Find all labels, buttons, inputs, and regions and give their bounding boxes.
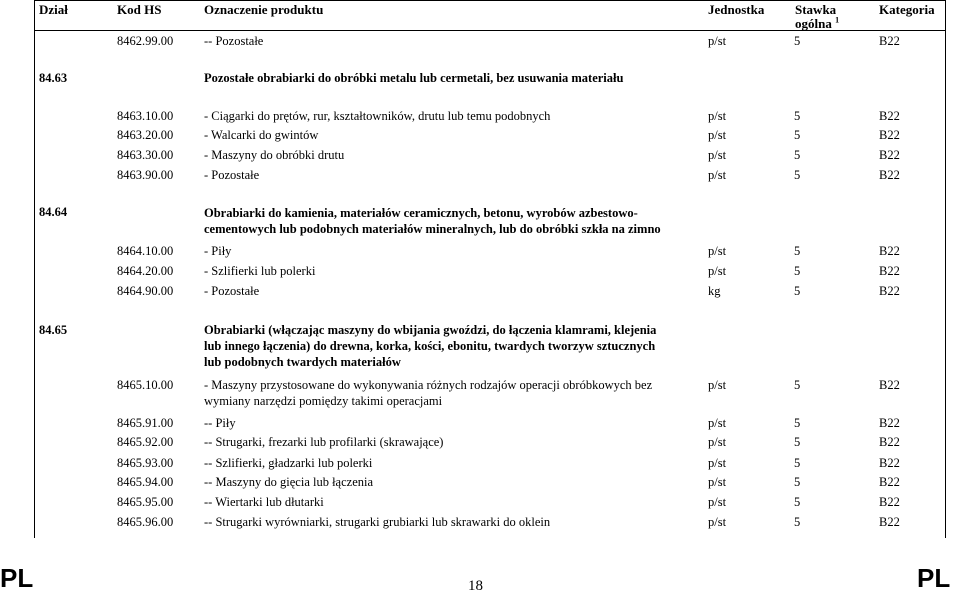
row-kod: 8463.10.00 (117, 109, 174, 123)
header-kategoria: Kategoria (879, 2, 935, 17)
row-opis: -- Maszyny do gięcia lub łączenia (204, 475, 374, 489)
header-kod-hs: Kod HS (117, 2, 162, 17)
section-dzial: 84.64 (39, 205, 68, 219)
row-kod: 8464.90.00 (117, 284, 174, 298)
row-kod: 8463.30.00 (117, 148, 174, 162)
row-jednostka: p/st (708, 495, 727, 509)
row-kod: 8463.20.00 (117, 128, 174, 142)
row-kategoria: B22 (879, 264, 900, 278)
row-kategoria: B22 (879, 378, 900, 392)
header-ogolna: ogólna $^1$ (795, 15, 840, 31)
row-stawka: 5 (794, 378, 801, 392)
header-jednostka: Jednostka (708, 2, 765, 17)
row-stawka: 5 (794, 244, 801, 258)
table-left-border (34, 0, 35, 538)
row-kategoria: B22 (879, 148, 900, 162)
row-kod: 8465.96.00 (117, 515, 174, 529)
table-right-border (945, 0, 946, 538)
row-opis: - Pozostałe (204, 168, 260, 182)
row-kod: 8465.94.00 (117, 475, 174, 489)
row-opis: -- Pozostałe (204, 34, 264, 48)
row-jednostka: p/st (708, 378, 727, 392)
row-kategoria: B22 (879, 109, 900, 123)
row-kod: 8465.10.00 (117, 378, 174, 392)
header-stawka: Stawka (795, 2, 837, 17)
row-jednostka: p/st (708, 244, 727, 258)
row-kategoria: B22 (879, 168, 900, 182)
row-kategoria: B22 (879, 515, 900, 529)
footer-country-right: PL (917, 563, 951, 593)
row-kod: 8462.99.00 (117, 34, 174, 48)
row-kategoria: B22 (879, 128, 900, 142)
row-jednostka: p/st (708, 109, 727, 123)
section-title: Pozostałe obrabiarki do obróbki metalu lub cermetali, bez usuwania materiału (204, 71, 624, 85)
row-opis: - Maszyny przystosowane do wykonywania różnych rodzajów operacji obróbkowych bez wymiany narzędzi pomiędzy takimi operacjami (204, 378, 653, 408)
row-jednostka: p/st (708, 148, 727, 162)
row-kod: 8465.95.00 (117, 495, 174, 509)
row-stawka: 5 (794, 456, 801, 470)
row-stawka: 5 (794, 416, 801, 430)
row-opis: -- Strugarki, frezarki lub profilarki (skrawające) (204, 435, 444, 449)
row-opis: - Ciągarki do prętów, rur, kształtowników, drutu lub temu podobnych (204, 109, 551, 123)
page-number: 18 (468, 578, 483, 594)
row-opis: - Maszyny do obróbki drutu (204, 148, 345, 162)
row-jednostka: p/st (708, 128, 727, 142)
row-jednostka: p/st (708, 435, 727, 449)
row-kategoria: B22 (879, 34, 900, 48)
row-opis: -- Piły (204, 416, 236, 430)
row-kod: 8463.90.00 (117, 168, 174, 182)
row-kod: 8465.91.00 (117, 416, 174, 430)
row-kategoria: B22 (879, 435, 900, 449)
header-oznaczenie: Oznaczenie produktu (204, 2, 324, 17)
row-jednostka: p/st (708, 34, 727, 48)
row-jednostka: kg (708, 284, 721, 298)
row-kod: 8464.10.00 (117, 244, 174, 258)
row-opis: -- Wiertarki lub dłutarki (204, 495, 324, 509)
row-kategoria: B22 (879, 244, 900, 258)
row-stawka: 5 (794, 128, 801, 142)
row-stawka: 5 (794, 109, 801, 123)
row-jednostka: p/st (708, 475, 727, 489)
row-kategoria: B22 (879, 284, 900, 298)
section-title: Obrabiarki do kamienia, materiałów ceramicznych, betonu, wyrobów azbestowo-cementowych lub podobnych materiałów mineralnych, lub do obróbki szkła na zimno (204, 206, 661, 236)
header-dzial: Dział (39, 2, 68, 17)
table-header (0, 0, 960, 30)
row-opis: - Piły (204, 244, 232, 258)
section-dzial: 84.65 (39, 323, 68, 337)
footer-country-left: PL (0, 563, 34, 593)
row-stawka: 5 (794, 284, 801, 298)
row-kod: 8464.20.00 (117, 264, 174, 278)
row-kategoria: B22 (879, 495, 900, 509)
row-opis: - Pozostałe (204, 284, 260, 298)
row-opis: - Szlifierki lub polerki (204, 264, 316, 278)
row-kategoria: B22 (879, 475, 900, 489)
row-stawka: 5 (794, 168, 801, 182)
row-stawka: 5 (794, 475, 801, 489)
row-jednostka: p/st (708, 515, 727, 529)
row-kod: 8465.92.00 (117, 435, 174, 449)
row-opis: - Walcarki do gwintów (204, 128, 319, 142)
row-stawka: 5 (794, 34, 801, 48)
row-jednostka: p/st (708, 168, 727, 182)
row-stawka: 5 (794, 435, 801, 449)
row-opis: -- Strugarki wyrówniarki, strugarki grubiarki lub skrawarki do oklein (204, 515, 551, 529)
section-title: Obrabiarki (włączając maszyny do wbijania gwoździ, do łączenia klamrami, klejenia lub innego łączenia) do drewna, korka, kości, ebonitu, twardych tworzyw sztucznych lub podobnych twardych materiałów (204, 323, 657, 369)
row-jednostka: p/st (708, 416, 727, 430)
row-jednostka: p/st (708, 264, 727, 278)
row-stawka: 5 (794, 495, 801, 509)
row-kategoria: B22 (879, 416, 900, 430)
row-kod: 8465.93.00 (117, 456, 174, 470)
row-jednostka: p/st (708, 456, 727, 470)
section-dzial: 84.63 (39, 71, 68, 85)
row-kategoria: B22 (879, 456, 900, 470)
row-stawka: 5 (794, 148, 801, 162)
row-opis: -- Szlifierki, gładzarki lub polerki (204, 456, 373, 470)
row-stawka: 5 (794, 264, 801, 278)
row-stawka: 5 (794, 515, 801, 529)
